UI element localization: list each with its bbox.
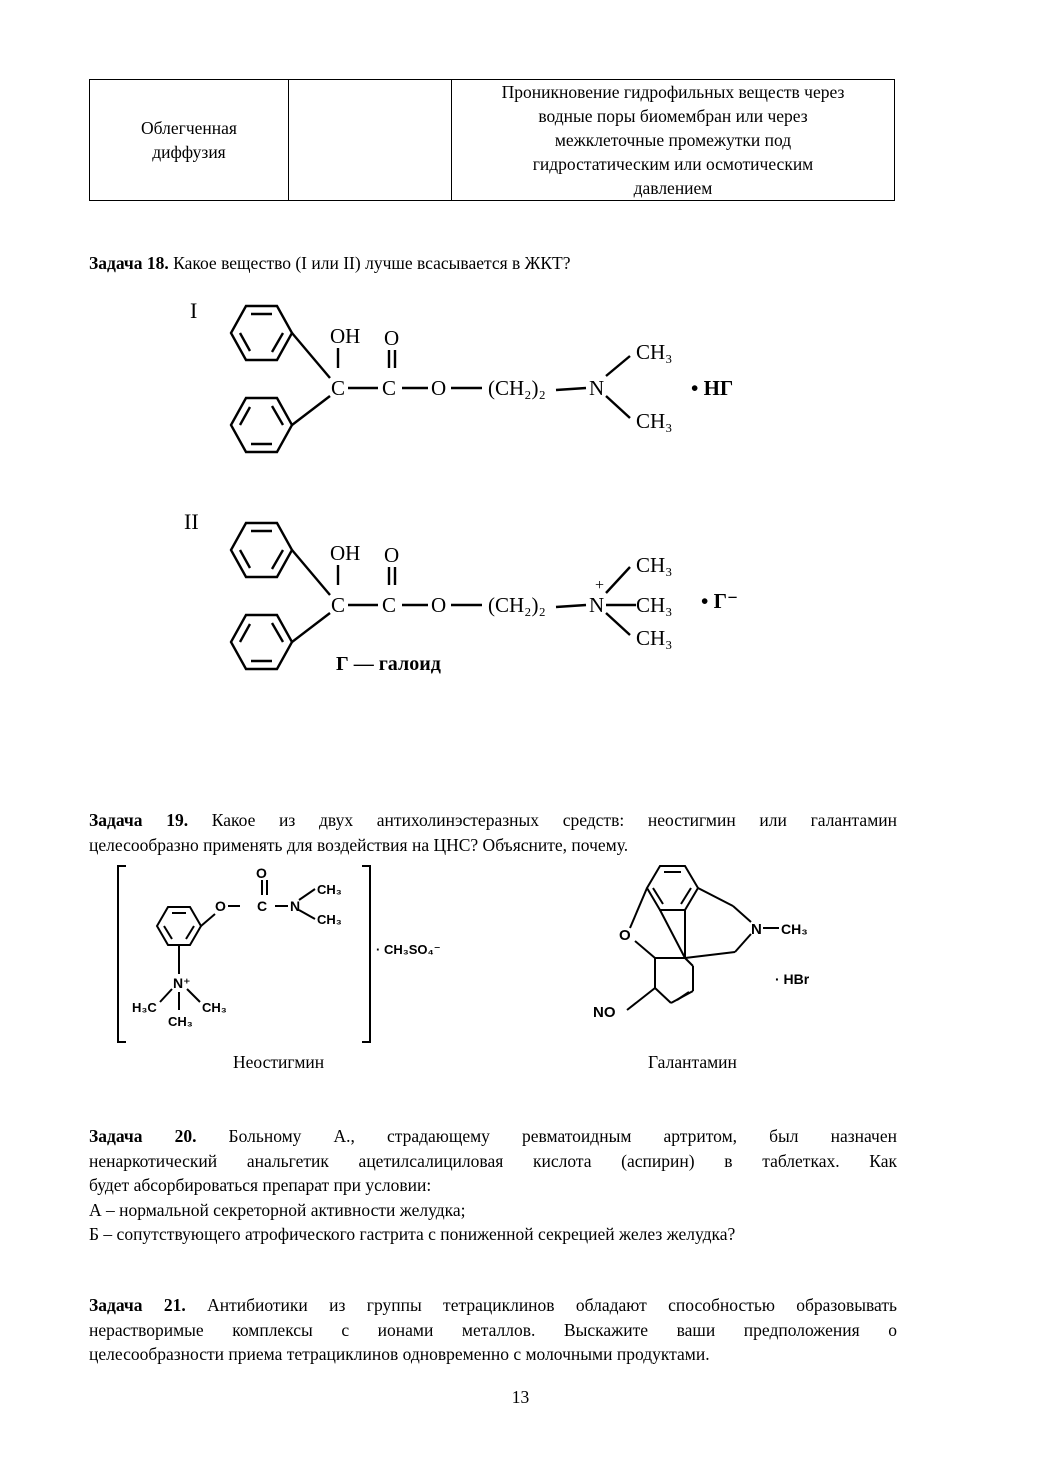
cell-text: давлением — [633, 178, 713, 198]
atom-label: CH₃ — [636, 593, 673, 617]
atom-label: O — [431, 593, 447, 617]
task-text: Какое из двух антихолинэстеразных средств: неостигмин или галантамин — [188, 810, 897, 830]
task-text: нерастворимые комплексы с ионами металлов. Выскажите ваши предположения о — [89, 1319, 897, 1340]
salt-label: • HГ — [691, 376, 734, 400]
atom-label: O — [384, 543, 400, 567]
atom-label: CH₃ — [202, 1000, 227, 1015]
atom-label: C — [331, 593, 346, 617]
task-text: целесообразности приема тетрациклинов одновременно с молочными продуктами. — [89, 1344, 710, 1364]
cell-text: Проникновение гидрофильных веществ через — [501, 82, 845, 102]
task-text: Б – сопутствующего атрофического гастрита с пониженной секрецией желез желудка? — [89, 1224, 736, 1244]
task-label: Задача 21. — [89, 1295, 186, 1315]
task-text: Больному А., страдающему ревматоидным артритом, был назначен — [196, 1126, 897, 1146]
task-19-heading — [89, 808, 897, 857]
atom-label: CH₃ — [168, 1014, 193, 1029]
task-text: Какое вещество (I или II) лучше всасывается в ЖКТ? — [168, 253, 571, 273]
atom-label: OH — [330, 541, 361, 565]
atom-label: O — [619, 927, 631, 944]
task-text: ненаркотический анальгетик ацетилсалициловая кислота (аспирин) в таблетках. Как — [89, 1150, 897, 1171]
table-cell-method — [90, 80, 289, 201]
task-21-block — [89, 1293, 897, 1367]
task-20-block — [89, 1124, 897, 1247]
atom-label: O — [215, 898, 226, 914]
atom-label: CH₃ — [636, 409, 673, 433]
table-cell-empty — [289, 80, 452, 201]
atom-label: CH₃ — [317, 882, 342, 897]
cell-text: межклеточные промежутки под — [554, 130, 792, 150]
page-number: 13 — [511, 1387, 530, 1407]
atom-label: CH₃ — [781, 921, 808, 937]
salt-label: · CH₃SO₄⁻ — [376, 942, 441, 957]
task-line — [89, 1293, 897, 1318]
task-label: Задача 19. — [89, 810, 189, 830]
atom-label: CH₃ — [636, 340, 673, 364]
caption-galantamine: Галантамин — [648, 1052, 737, 1072]
halogen-legend: Г — галоид — [336, 653, 441, 675]
task-18-heading — [89, 251, 897, 276]
atom-label: CH₃ — [636, 553, 673, 577]
atom-label: C — [382, 593, 397, 617]
atom-label: H₃C — [132, 1000, 157, 1015]
salt-label: · HBr — [775, 971, 810, 987]
roman-numeral: II — [184, 509, 199, 534]
atom-label: NO — [593, 1004, 616, 1021]
cell-text: водные поры биомембран или через — [538, 106, 808, 126]
task-label: Задача 20. — [89, 1126, 197, 1146]
task-text: целесообразно применять для воздействия на ЦНС? Объясните, почему. — [89, 834, 629, 855]
cell-text: диффузия — [152, 142, 226, 162]
atom-label: C — [257, 898, 268, 914]
task-line — [89, 808, 897, 833]
atom-label: OH — [330, 324, 361, 348]
atom-label: N — [290, 898, 301, 914]
cell-text: Облегченная — [141, 118, 237, 138]
atom-label: N⁺ — [173, 975, 191, 991]
atom-label: C — [331, 376, 346, 400]
atom-label: N — [589, 376, 605, 400]
structure-I — [170, 288, 770, 478]
atom-label: C — [382, 376, 397, 400]
atom-label: O — [256, 865, 267, 881]
charge-label: + — [595, 577, 605, 594]
roman-numeral: I — [190, 298, 198, 323]
task-text: Антибиотики из группы тетрациклинов обладают способностью образовывать — [185, 1295, 897, 1315]
atom-label: O — [384, 326, 400, 350]
structure-neostigmine — [110, 862, 490, 1052]
atom-label: CH₃ — [636, 626, 673, 650]
structure-II — [170, 505, 770, 695]
atom-label: CH₃ — [317, 912, 342, 927]
structure-galantamine — [585, 858, 845, 1033]
salt-label: • Г⁻ — [701, 589, 739, 613]
atom-label: O — [431, 376, 447, 400]
caption-neostigmine: Неостигмин — [233, 1052, 325, 1072]
atom-label: N — [751, 921, 762, 938]
task-text: А – нормальной секреторной активности желудка; — [89, 1199, 466, 1220]
chain-label: (CH₂)₂ — [488, 593, 546, 617]
task-line — [89, 1124, 897, 1149]
atom-label: N — [589, 593, 605, 617]
task-text: будет абсорбироваться препарат при условии: — [89, 1175, 432, 1195]
chain-label: (CH₂)₂ — [488, 376, 546, 400]
table-row — [90, 80, 895, 201]
table-cell-description — [452, 80, 895, 201]
task-label: Задача 18. — [89, 253, 169, 273]
transport-table — [89, 79, 895, 201]
cell-text: гидростатическим или осмотическим — [532, 154, 814, 174]
